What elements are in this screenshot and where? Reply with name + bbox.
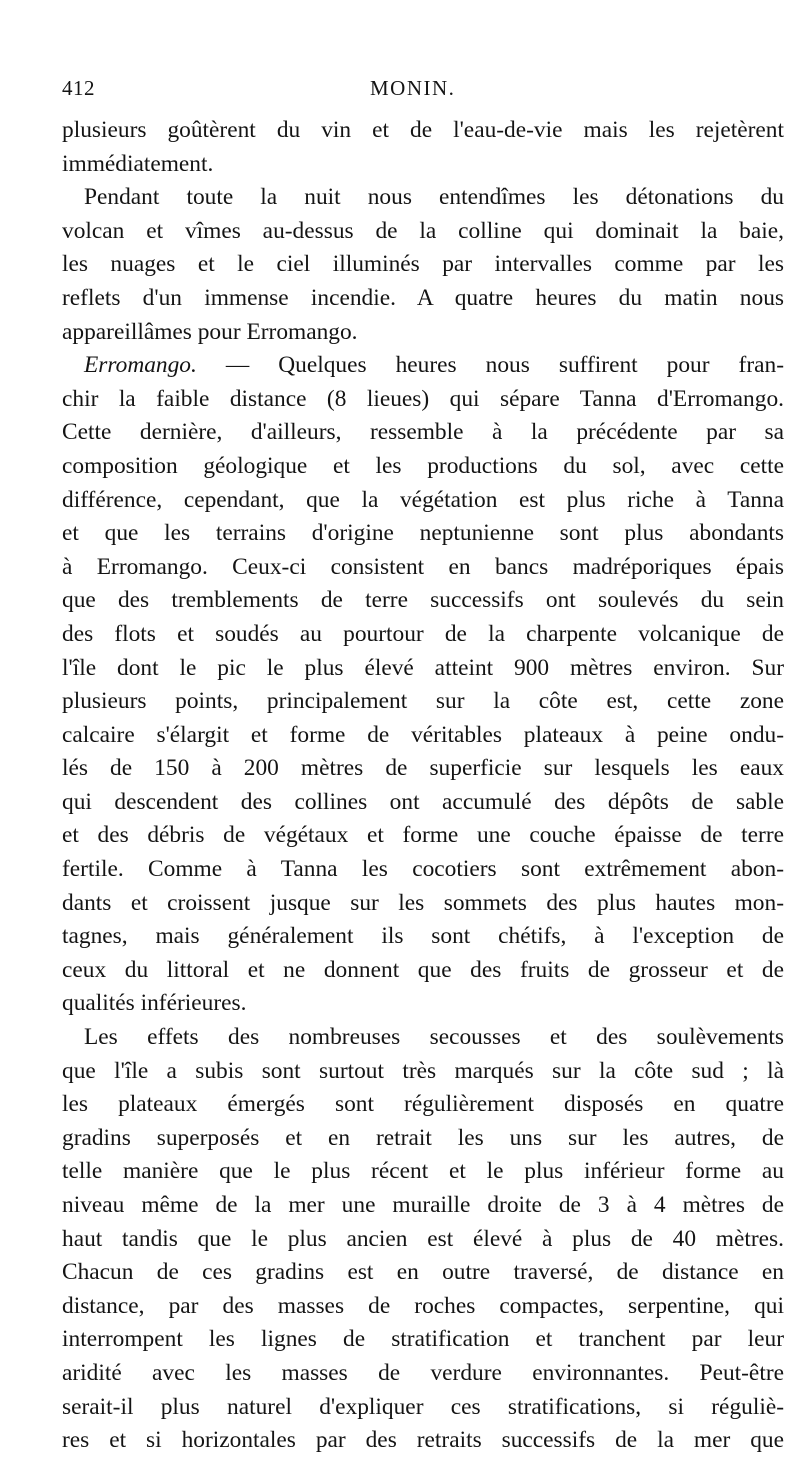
page-number: 412	[62, 76, 95, 100]
text-line: à Erromango. Ceux-ci consistent en bancs madréporiques épais	[62, 553, 784, 580]
text-line: qualités inférieures.	[62, 990, 247, 1017]
text-line: res et si horizontales par des retraits successifs de la mer que	[62, 1427, 784, 1454]
running-title: MONIN.	[370, 76, 456, 100]
text-line: que l'île a subis sont surtout très marqués sur la côte sud ; là	[62, 1057, 784, 1084]
text-line: telle manière que le plus récent et le plus inférieur forme au	[62, 1158, 784, 1185]
running-head	[62, 76, 782, 106]
text-line: plusieurs goûtèrent du vin et de l'eau-de-vie mais les rejetèrent	[62, 117, 784, 143]
text-line: l'île dont le pic le plus élevé atteint 900 mètres environ. Sur	[62, 654, 784, 681]
text-line: composition géologique et les productions du sol, avec cette	[62, 452, 784, 479]
text-line-rest: — Quelques heures nous suffirent pour fran-	[225, 352, 784, 379]
text-line: gradins superposés et en retrait les uns sur les autres, de	[62, 1124, 784, 1151]
text-line: fertile. Comme à Tanna les cocotiers sont extrêmement abon-	[62, 856, 784, 883]
text-line: serait-il plus naturel d'expliquer ces stratifications, si réguliè-	[62, 1393, 784, 1420]
section-heading: Erromango.	[84, 352, 197, 379]
body-text	[62, 114, 784, 1458]
text-line: qui descendent des collines ont accumulé des dépôts de sable	[62, 788, 784, 815]
text-line: reflets d'un immense incendie. A quatre heures du matin nous	[62, 284, 784, 311]
text-line: interrompent les lignes de stratification et tranchent par leur	[62, 1326, 784, 1353]
text-line: Les effets des nombreuses secousses et des soulèvements	[84, 1024, 784, 1051]
text-line: chir la faible distance (8 lieues) qui sépare Tanna d'Erromango.	[62, 385, 784, 412]
text-line: volcan et vîmes au-dessus de la colline qui dominait la baie,	[62, 217, 784, 244]
text-line: distance, par des masses de roches compactes, serpentine, qui	[62, 1292, 784, 1319]
text-line: aridité avec les masses de verdure environnantes. Peut-être	[62, 1359, 784, 1386]
text-line: les nuages et le ciel illuminés par intervalles comme par les	[62, 251, 784, 278]
text-line: calcaire s'élargit et forme de véritables plateaux à peine ondu-	[62, 721, 784, 748]
text-line: appareillâmes pour Erromango.	[62, 318, 358, 345]
text-line: Chacun de ces gradins est en outre traversé, de distance en	[62, 1259, 784, 1286]
text-line: différence, cependant, que la végétation est plus riche à Tanna	[62, 486, 784, 513]
text-line: Pendant toute la nuit nous entendîmes les détonations du	[84, 184, 784, 211]
text-line: niveau même de la mer une muraille droite de 3 à 4 mètres de	[62, 1192, 784, 1218]
text-line: et des débris de végétaux et forme une couche épaisse de terre	[62, 822, 784, 849]
text-line: plusieurs points, principalement sur la côte est, cette zone	[62, 688, 784, 715]
text-line: les plateaux émergés sont régulièrement disposés en quatre	[62, 1091, 784, 1118]
text-line: dants et croissent jusque sur les sommets des plus hautes mon-	[62, 889, 784, 916]
text-line: lés de 150 à 200 mètres de superficie sur lesquels les eaux	[62, 755, 784, 782]
text-line: que des tremblements de terre successifs ont soulevés du sein	[62, 587, 784, 614]
text-line: et que les terrains d'origine neptunienne sont plus abondants	[62, 520, 784, 547]
text-line: immédiatement.	[62, 150, 214, 177]
text-line: tagnes, mais généralement ils sont chétifs, à l'exception de	[62, 923, 784, 950]
text-line: des flots et soudés au pourtour de la charpente volcanique de	[62, 620, 784, 647]
text-line: haut tandis que le plus ancien est élevé à plus de 40 mètres.	[62, 1225, 784, 1252]
text-line: Cette dernière, d'ailleurs, ressemble à la précédente par sa	[62, 419, 784, 446]
text-line: ceux du littoral et ne donnent que des fruits de grosseur et de	[62, 956, 784, 983]
text-line-with-heading	[62, 349, 784, 383]
